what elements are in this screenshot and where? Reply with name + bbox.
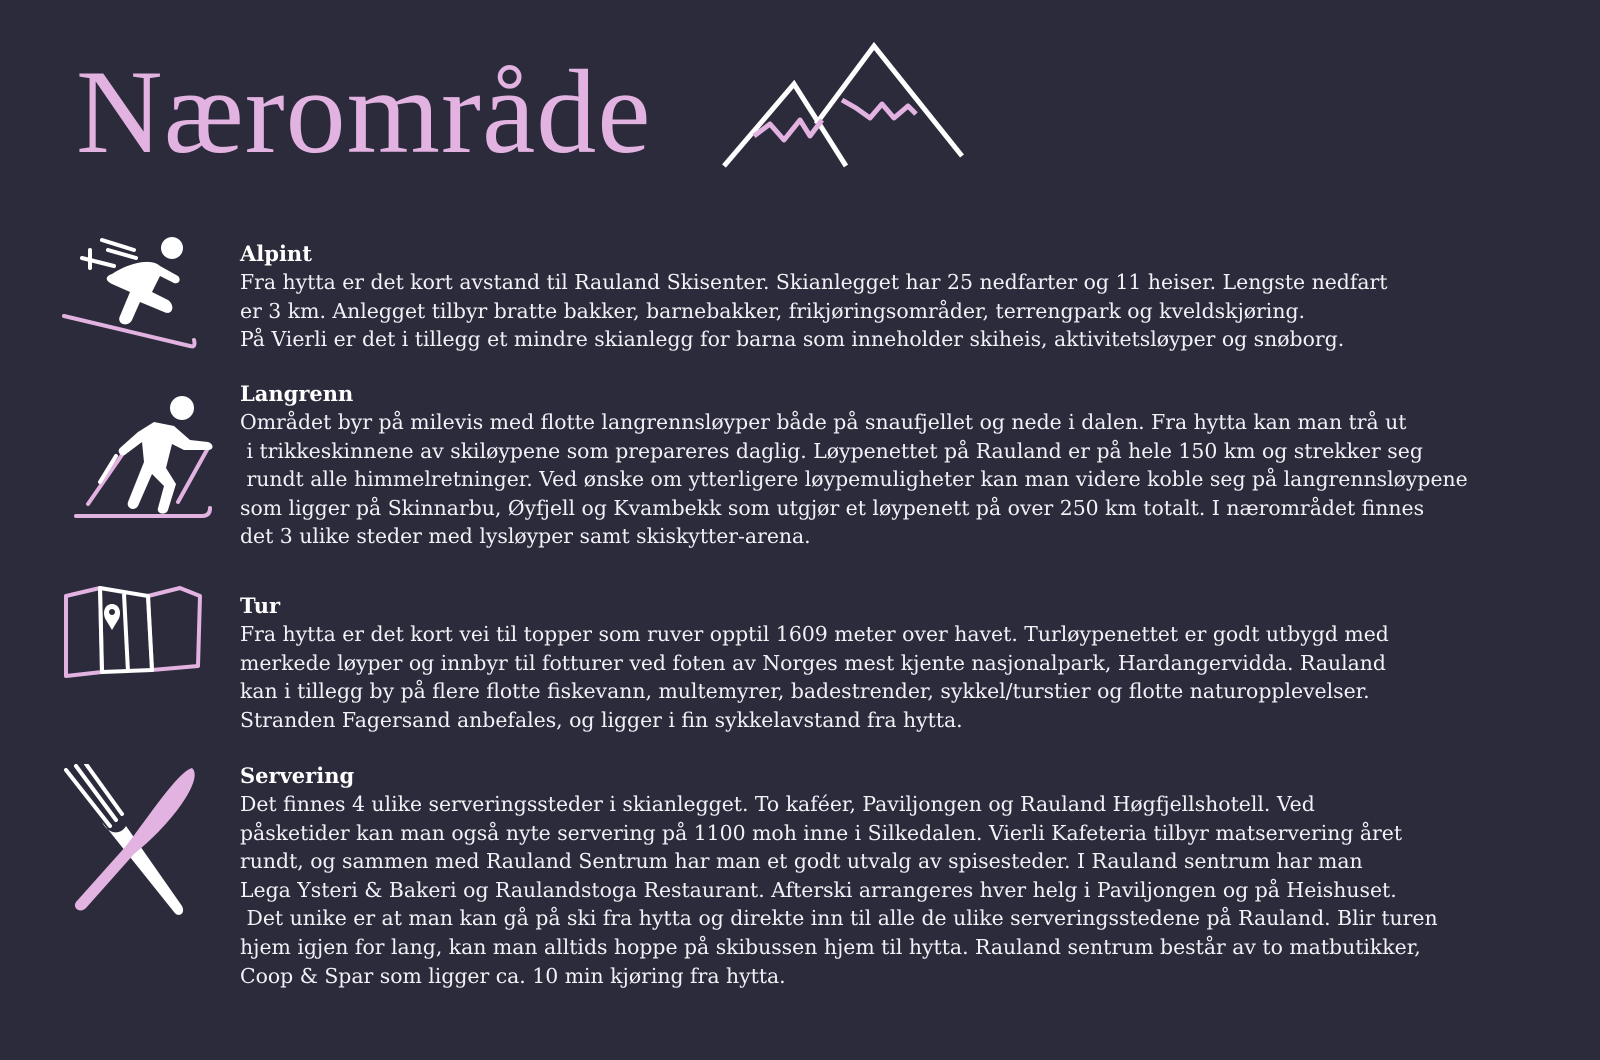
text-line: Stranden Fagersand anbefales, og ligger i fin sykkelavstand fra hytta. (240, 707, 963, 732)
fork-knife-icon (62, 764, 204, 918)
skier-icon (60, 234, 202, 350)
text-line: rundt alle himmelretninger. Ved ønske om ytterligere løypemuligheter kan man videre koble seg på langrennsløypene (240, 467, 1468, 492)
text-line: kan i tillegg by på flere flotte fiskevann, multemyrer, badestrender, sykkel/turstier og flotte naturopplevelser. (240, 679, 1370, 704)
text-line: På Vierli er det i tillegg et mindre skianlegg for barna som inneholder skiheis, aktivitetsløyper og snøborg. (240, 327, 1345, 352)
text-line: i trikkeskinnene av skiløypene som prepareres daglig. Løypenettet på Rauland er på hele 150 km og strekker seg (240, 438, 1423, 463)
text-line: Det unike er at man kan gå på ski fra hytta og direkte inn til alle de ulike serveringsstedene på Rauland. Blir turen (240, 906, 1438, 931)
text-line: Lega Ysteri & Bakeri og Raulandstoga Restaurant. Afterski arrangeres hver helg i Paviljongen og på Heishuset. (240, 877, 1397, 902)
text-line: Området byr på milevis med flotte langrennsløyper både på snaufjellet og nede i dalen. Fra hytta kan man trå ut (240, 410, 1407, 434)
mountain-icon (718, 40, 980, 180)
section-text (240, 240, 1570, 354)
text-line: rundt, og sammen med Rauland Sentrum har man et godt utvalg av spisesteder. I Rauland sentrum har man (240, 849, 1363, 874)
map-icon (62, 584, 204, 684)
text-line: som ligger på Skinnarbu, Øyfjell og Kvambekk som utgjør et løypenett på over 250 km totalt. I nærområdet finnes (240, 495, 1425, 520)
section-text (240, 592, 1570, 734)
section-heading: Tur (240, 593, 281, 618)
text-line: er 3 km. Anlegget tilbyr bratte bakker, barnebakker, frikjøringsområder, terrengpark og kveldskjøring. (240, 298, 1305, 323)
cross-country-skier-icon (72, 392, 216, 522)
page-title: Nærområde (76, 45, 652, 178)
text-line: det 3 ulike steder med lysløyper samt skiskytter-arena. (240, 524, 811, 549)
text-line: hjem igjen for lang, kan man alltids hoppe på skibussen hjem til hytta. Rauland sentrum består av to matbutikker, (240, 934, 1421, 959)
text-line: Fra hytta er det kort avstand til Rauland Skisenter. Skianlegget har 25 nedfarter og 11 heiser. Lengste nedfart (240, 270, 1388, 294)
text-line: påsketider kan man også nyte servering på 1100 moh inne i Silkedalen. Vierli Kafeteria tilbyr matservering året (240, 820, 1403, 845)
text-line: merkede løyper og innbyr til fotturer ved foten av Norges mest kjente nasjonalpark, Hardangervidda. Rauland (240, 650, 1386, 675)
text-line: Fra hytta er det kort vei til topper som ruver opptil 1609 meter over havet. Turløypenettet er godt utbygd med (240, 622, 1389, 646)
section-text (240, 380, 1570, 551)
text-line: Coop & Spar som ligger ca. 10 min kjøring fra hytta. (240, 963, 786, 988)
section-heading: Servering (240, 763, 355, 788)
section-heading: Alpint (240, 241, 312, 266)
text-line: Det finnes 4 ulike serveringssteder i skianlegget. To kaféer, Paviljongen og Rauland Høgfjellshotell. Ved (240, 792, 1315, 816)
section-heading: Langrenn (240, 381, 354, 406)
section-text (240, 762, 1570, 990)
